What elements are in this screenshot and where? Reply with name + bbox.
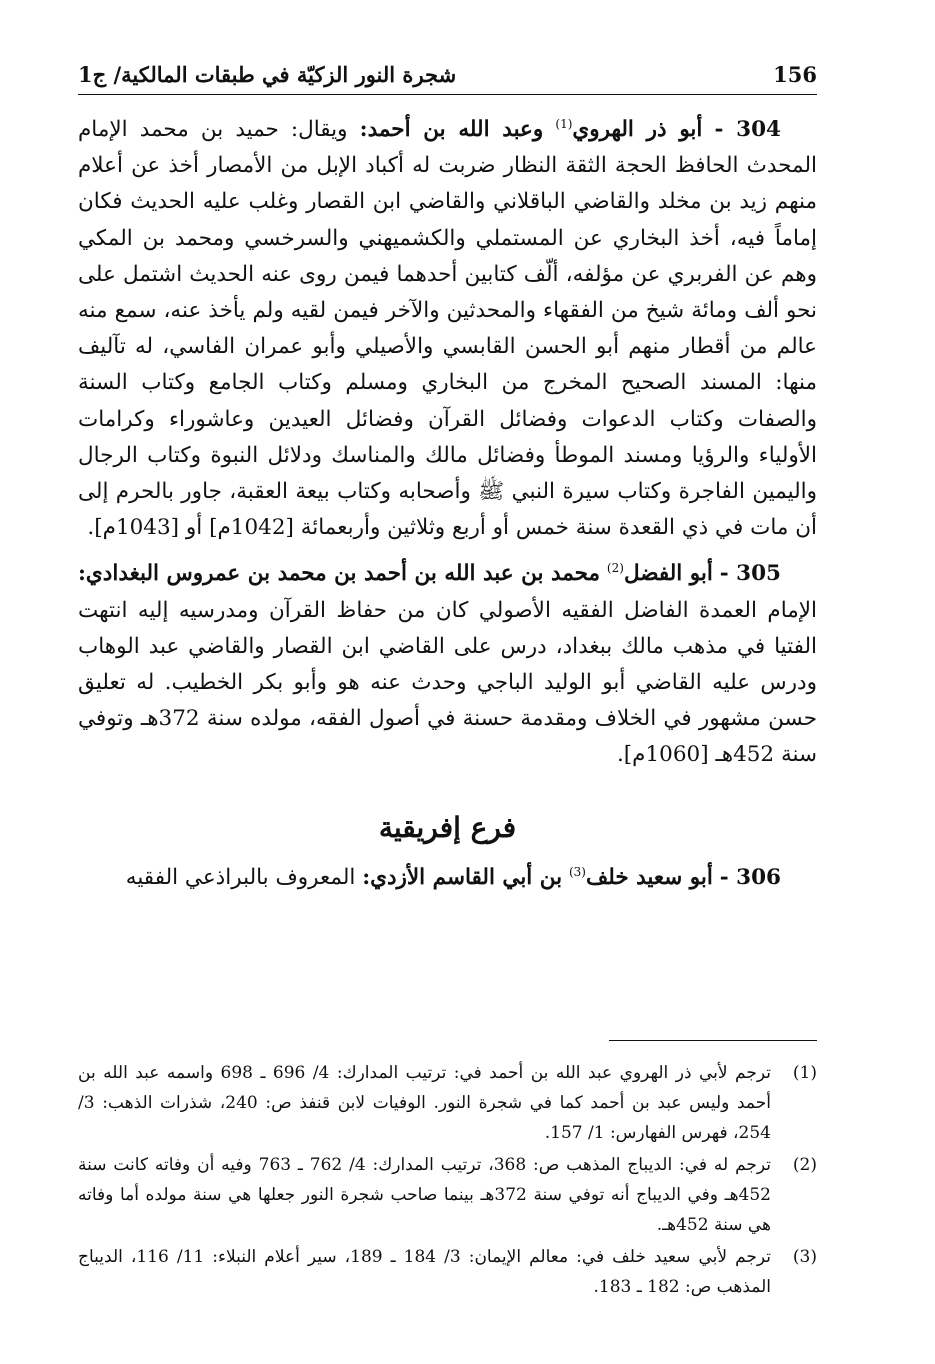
entry-heading-cont: بن أبي القاسم الأزدي: — [362, 864, 563, 890]
footnote-divider — [609, 1040, 817, 1041]
entry-text: ويقال: حميد بن محمد الإمام المحدث الحافظ الحجة الثقة النظار ضربت له أكباد الإبل من الأمصار أخذ عن أعلام منهم زيد بن مخلد والقاضي الباقلاني والقاضي ابن القصار وغلب عليه الحديث فكان إماماً فيه، أخذ البخاري عن المستملي والكشميهني والسرخسي ومحمد بن المكي وهم عن الفربري عن مؤلفه، ألّف كتابين أحدهما فيمن روى عنه الحديث اشتمل على نحو ألف ومائة شيخ من الفقهاء والمحدثين والآخر فيمن لقيه ولم يأخذ عنه، سمع منه عالم من أقطار منهم أبو الحسن القابسي والأصيلي وأبو عمران الفاسي، له تآليف منها: المسند الصحيح المخرج من البخاري ومسلم وكتاب الجامع وكتاب السنة والصفات وكتاب الدعوات وفضائل القرآن وفضائل العيدين وعاشوراء وكرامات الأولياء والرؤيا ومسند الموطأ وفضائل مالك والمناسك ودلائل النبوة وكتاب الرجال واليمين الفاجرة وكتاب سيرة النبي ﷺ وأصحابه وكتاب بيعة العقبة، جاور بالحرم إلى أن مات في ذي القعدة سنة خمس أو أربع وثلاثين وأربعمائة [1042م] أو [1043م]. — [78, 117, 817, 541]
entry-number: 304 - — [714, 117, 782, 142]
entry-306 — [78, 860, 817, 896]
footnote-number: (2) — [792, 1155, 817, 1175]
footnotes — [78, 1058, 817, 1304]
footnote-text: ترجم لأبي ذر الهروي عبد الله بن أحمد في: ترتيب المدارك: 4/ 696 ـ 698 واسمه عبد الله بن أحمد وليس عبد بن أحمد كما في شجرة النور. الوفيات لابن قنفذ ص: 240، شذرات الذهب: 3/ 254، فهرس الفهارس: 1/ 157. — [78, 1063, 771, 1143]
entry-number: 305 - — [719, 561, 781, 587]
section-title: فرع إفريقية — [378, 810, 517, 844]
footnote-ref: (3) — [568, 864, 586, 879]
entry-heading: أبو سعيد خلف — [585, 864, 713, 890]
main-text — [78, 112, 817, 906]
footnote-text: ترجم لأبي سعيد خلف في: معالم الإيمان: 3/ 184 ـ 189، سير أعلام النبلاء: 11/ 116، الديباج المذهب ص: 182 ـ 183. — [78, 1247, 772, 1297]
footnote — [78, 1242, 817, 1302]
footnote — [78, 1150, 817, 1240]
footnote-ref: (2) — [606, 561, 624, 576]
footnote — [78, 1058, 817, 1148]
entry-text: الإمام العمدة الفاضل الفقيه الأصولي كان من حفاظ القرآن ومدرسيه إليه انتهت الفتيا في مذهب مالك ببغداد، درس على القاضي ابن القصار والقاضي عبد الوهاب ودرس عليه القاضي أبو الوليد الباجي وحدث عنه هو وأبو بكر الخطيب. له تعليق حسن مشهور في الخلاف ومقدمة حسنة في أصول الفقه، مولده سنة 372هـ وتوفي سنة 452هـ [1060م]. — [78, 597, 817, 768]
entry-heading-cont: محمد بن عبد الله بن أحمد بن محمد بن عمروس البغدادي: — [78, 561, 601, 587]
footnote-text: ترجم له في: الديباج المذهب ص: 368، ترتيب المدارك: 4/ 762 ـ 763 وفيه أن وفاته كانت سنة 452هـ وفي الديباج أنه توفي سنة 372هـ بينما صاحب شجرة النور جعلها هي سنة مولده أما وفاته هي سنة 452هـ. — [78, 1155, 771, 1235]
running-title: شجرة النور الزكيّة في طبقات المالكية/ ج1 — [78, 62, 457, 87]
footnote-ref: (1) — [555, 116, 573, 131]
entry-heading: أبو ذر الهروي — [572, 117, 703, 142]
page-number: 156 — [773, 62, 817, 87]
entry-304 — [78, 112, 817, 546]
entry-number: 306 - — [719, 864, 781, 890]
entry-heading-cont: وعبد الله بن أحمد: — [359, 117, 544, 142]
footnote-number: (1) — [792, 1063, 817, 1083]
footnote-number: (3) — [792, 1247, 817, 1267]
entry-heading: أبو الفضل — [623, 561, 713, 587]
entry-text: المعروف بالبراذعي الفقيه — [125, 864, 356, 890]
entry-305 — [78, 556, 817, 773]
page-header — [78, 58, 817, 95]
